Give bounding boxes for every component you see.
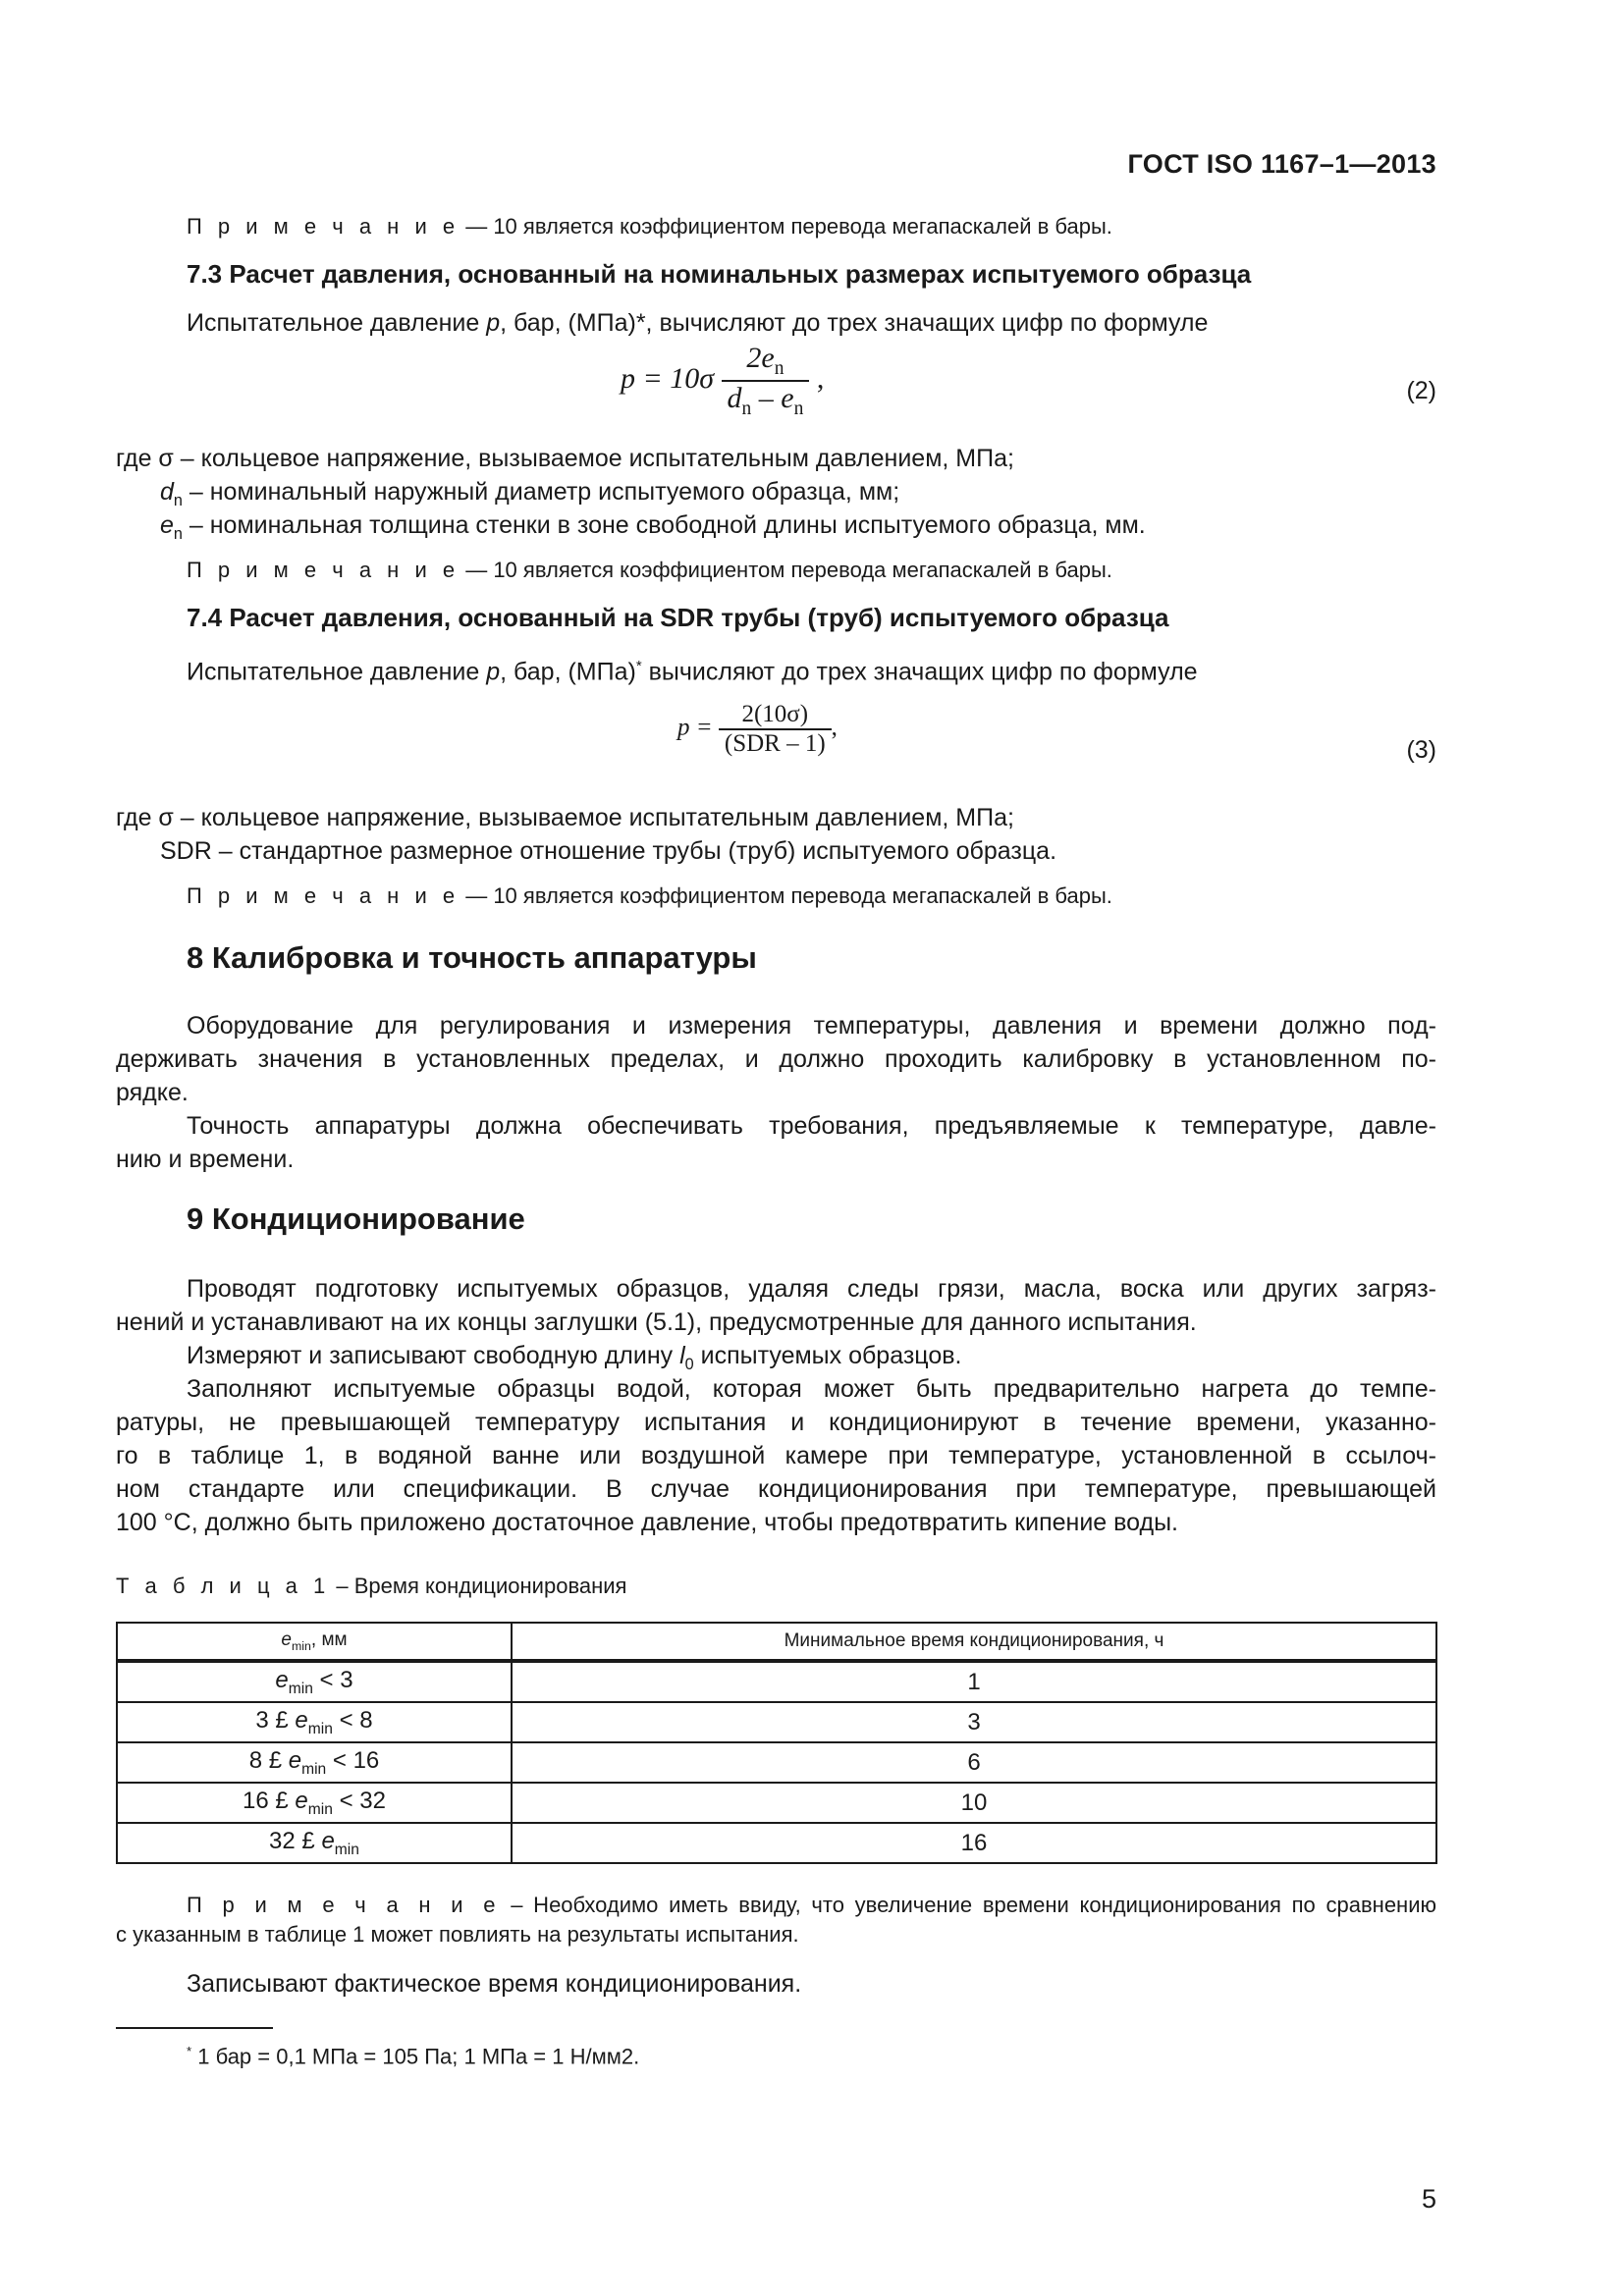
table-cell-time: 10 — [512, 1783, 1436, 1823]
section-9-p3-line4: ном стандарте или спецификации. В случае кондиционирования при температуре, превышающей — [116, 1475, 1436, 1503]
table-1-caption: Т а б л и ц а 1 – Время кондиционирования — [116, 1574, 627, 1598]
equation-number-3: (3) — [1406, 736, 1436, 764]
table-cell-range: 8 £ $e_{min} < 16$ — [117, 1742, 512, 1783]
formula-2-denominator: $d_n - e_n$ — [727, 382, 804, 419]
table-cell-range: $e_{min} < 3$ — [117, 1661, 512, 1702]
where-7-4-sdr: SDR – стандартное размерное отношение трубы (труб) испытуемого образца. — [160, 837, 1057, 865]
section-9-p1-line1: Проводят подготовку испытуемых образцов, удаляя следы грязи, масла, воска или других загряз- — [187, 1275, 1436, 1303]
heading-section-8: 8 Калибровка и точность аппаратуры — [187, 940, 757, 975]
where-7-3-sigma: где σ – кольцевое напряжение, вызываемое испытательным давлением, МПа; — [116, 445, 1014, 472]
section-9-p3-line5: 100 °С, должно быть приложено достаточное давление, чтобы предотвратить кипение воды. — [116, 1509, 1178, 1536]
table-cell-range: 16 £ $e_{min} < 32$ — [117, 1783, 512, 1823]
table-cell-time: 16 — [512, 1823, 1436, 1863]
table-1 — [116, 1622, 1437, 1864]
section-9-p1-line2: нений и устанавливают на их концы заглушки (5.1), предусмотренные для данного испытания. — [116, 1308, 1197, 1336]
heading-7-4: 7.4 Расчет давления, основанный на SDR трубы (труб) испытуемого образца — [187, 603, 1169, 632]
heading-section-9: 9 Кондиционирование — [187, 1201, 525, 1236]
table-header-row — [117, 1623, 1436, 1661]
where-7-3-dn: $d_n$ – номинальный наружный диаметр испытуемого образца, мм; — [160, 478, 900, 509]
section-8-p1-line3: рядке. — [116, 1079, 189, 1106]
closing-paragraph: Записывают фактическое время кондиционирования. — [187, 1970, 802, 1998]
formula-2-numerator: $2e_n$ — [722, 342, 810, 382]
footnote: * 1 бар = 0,1 МПа = 105 Па; 1 МПа = 1 Н/мм2. — [187, 2044, 640, 2069]
table-cell-range: 3 £ $e_{min} < 8$ — [117, 1702, 512, 1742]
formula-3: p = $\frac{2(10\sigma)}{\text{(SDR – 1)}}$ , — [677, 701, 838, 757]
table-row — [117, 1823, 1436, 1863]
section-9-p3-line2: ратуры, не превышающей температуру испытания и кондиционируют в течение времени, указанно- — [116, 1409, 1436, 1436]
table-row — [117, 1702, 1436, 1742]
table-header-time: Минимальное время кондиционирования, ч — [512, 1623, 1436, 1661]
paragraph-7-3-intro: Испытательное давление p, бар, (МПа)*, вычисляют до трех значащих цифр по формуле — [187, 309, 1209, 337]
note-3: П р и м е ч а н и е — 10 является коэффициентом перевода мегапаскалей в бары. — [187, 883, 1112, 908]
table-row — [117, 1783, 1436, 1823]
heading-7-3: 7.3 Расчет давления, основанный на номинальных размерах испытуемого образца — [187, 259, 1252, 289]
section-9-p3-line1: Заполняют испытуемые образцы водой, которая может быть предварительно нагрета до темпе- — [187, 1375, 1436, 1403]
section-9-p3-line3: го в таблице 1, в водяной ванне или воздушной камере при температуре, установленной в ссылоч- — [116, 1442, 1436, 1469]
table-cell-range: 32 £ $e_{min}$ — [117, 1823, 512, 1863]
formula-3-denominator: (SDR – 1) — [724, 730, 826, 757]
formula-3-numerator: 2(10σ) — [719, 701, 832, 730]
table-header-emin: $e_{min}$, мм — [117, 1623, 512, 1661]
note-text: — 10 является коэффициентом перевода мегапаскалей в бары. — [460, 214, 1112, 239]
table-cell-time: 3 — [512, 1702, 1436, 1742]
where-7-3-en: $e_n$ – номинальная толщина стенки в зоне свободной длины испытуемого образца, мм. — [160, 511, 1146, 543]
note-table-line2: с указанным в таблице 1 может повлиять на результаты испытания. — [116, 1922, 799, 1947]
where-7-4-sigma: где σ – кольцевое напряжение, вызываемое испытательным давлением, МПа; — [116, 804, 1014, 831]
page-number: 5 — [1421, 2184, 1436, 2214]
note-2: П р и м е ч а н и е — 10 является коэффициентом перевода мегапаскалей в бары. — [187, 558, 1112, 582]
table-cell-time: 1 — [512, 1661, 1436, 1702]
section-8-p2-line1: Точность аппаратуры должна обеспечивать требования, предъявляемые к температуре, давле- — [187, 1112, 1436, 1140]
note-1 — [187, 214, 1112, 240]
table-row — [117, 1742, 1436, 1783]
table-cell-time: 6 — [512, 1742, 1436, 1783]
note-table-line1: П р и м е ч а н и е – Необходимо иметь ввиду, что увеличение времени кондиционирования по сравнению — [187, 1893, 1436, 1917]
section-8-p2-line2: нию и времени. — [116, 1146, 295, 1173]
paragraph-7-4-intro: Испытательное давление p, бар, (МПа)* вычисляют до трех значащих цифр по формуле — [187, 658, 1198, 686]
equation-number-2: (2) — [1406, 377, 1436, 404]
footnote-separator — [116, 2027, 273, 2029]
section-8-p1-line1: Оборудование для регулирования и измерения температуры, давления и времени должно под- — [187, 1012, 1436, 1040]
formula-2: p = 10σ $\frac{2e_n}{d_n - e_n}$ , — [621, 342, 825, 419]
table-row — [117, 1661, 1436, 1702]
section-9-p2: Измеряют и записывают свободную длину $l_0$ испытуемых образцов. — [187, 1342, 962, 1373]
document-code: ГОСТ ISO 1167–1—2013 — [1127, 149, 1436, 179]
note-label: П р и м е ч а н и е — [187, 214, 460, 239]
section-8-p1-line2: держивать значения в установленных пределах, и должно проходить калибровку в установленном по- — [116, 1045, 1436, 1073]
